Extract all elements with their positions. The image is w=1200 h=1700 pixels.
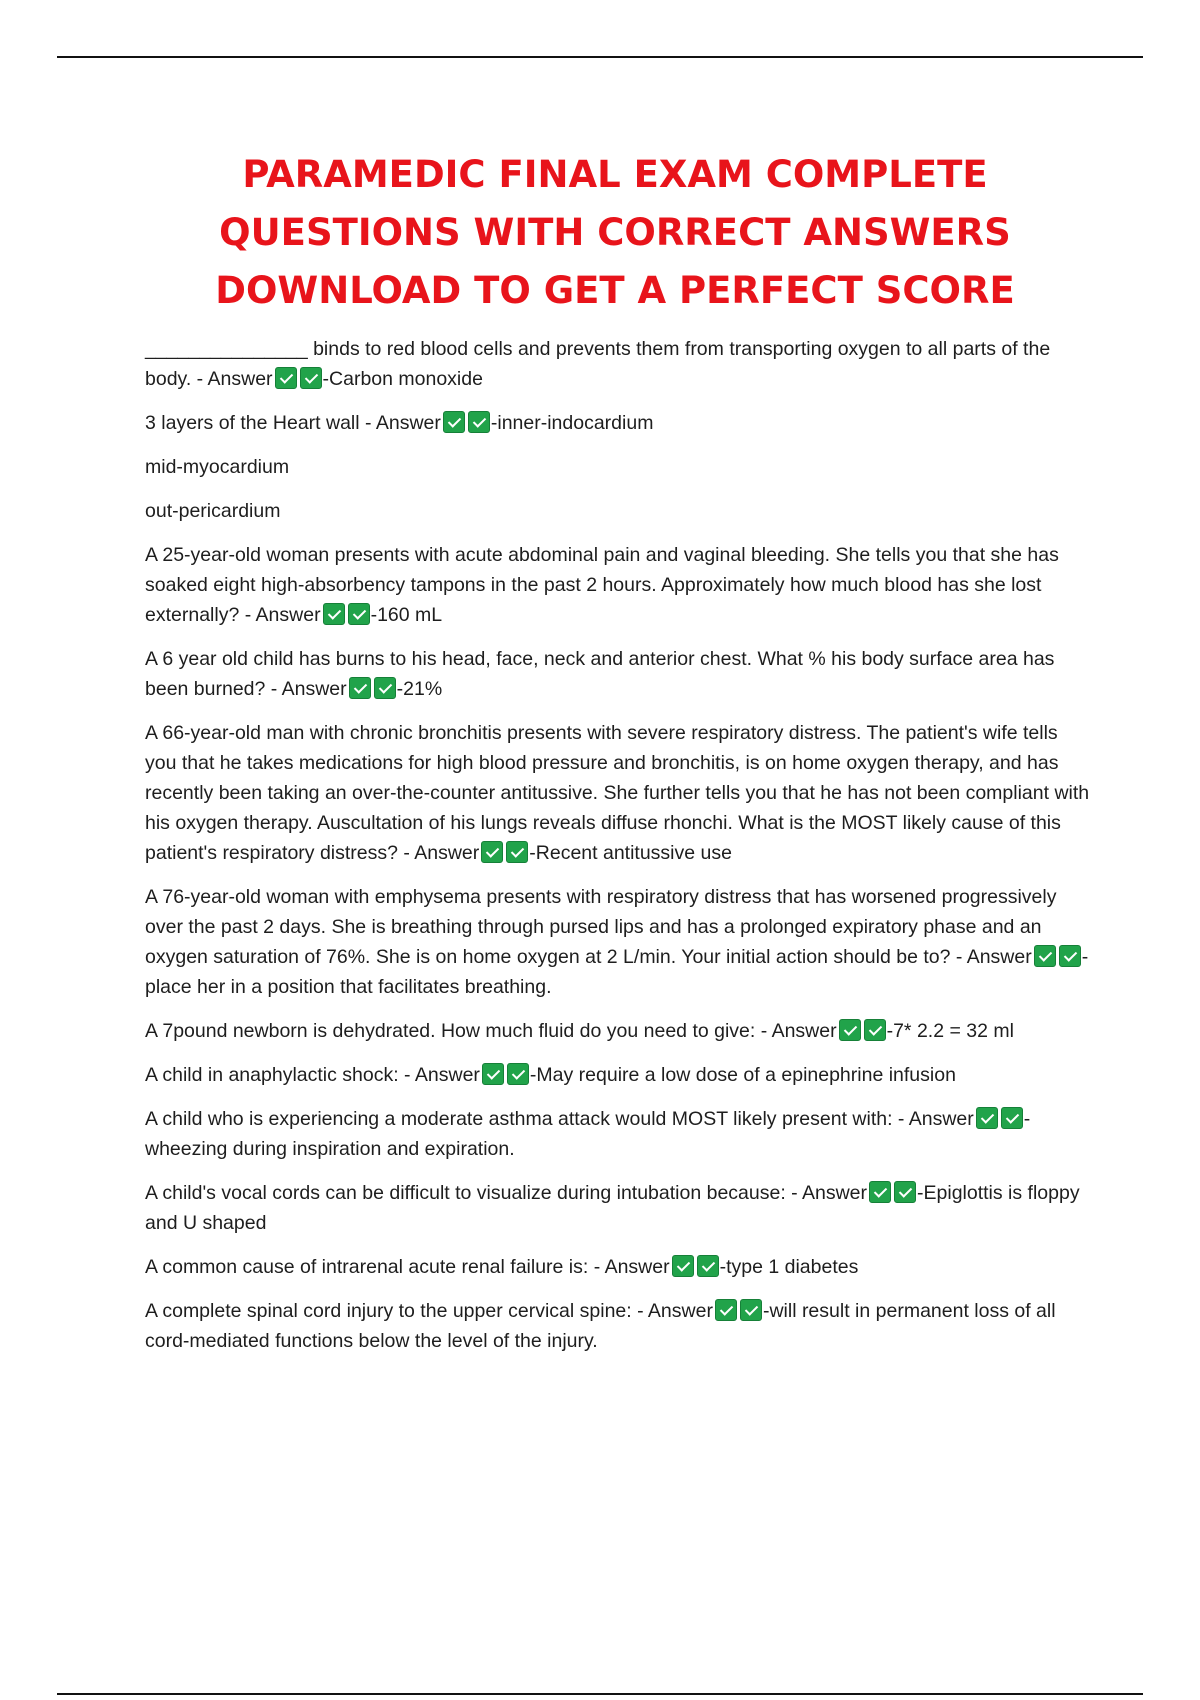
check-mark-icon [482,1063,504,1085]
answer-text: -wheezing during inspiration and expiration. [145,1108,1031,1160]
check-mark-icon [468,411,490,433]
check-mark-icon [348,603,370,625]
qa-list [145,334,1090,1370]
check-mark-icon [323,603,345,625]
page-title: PARAMEDIC FINAL EXAM COMPLETE QUESTIONS WITH CORRECT ANSWERS DOWNLOAD TO GET A PERFECT SCORE [215,153,1015,312]
answer-text: -will result in permanent loss of all cord-mediated functions below the level of the injury. [145,1300,1056,1352]
answer-continuation [145,452,1090,482]
qa-item [145,334,1090,394]
question-text: A common cause of intrarenal acute renal failure is: - Answer [145,1256,670,1278]
answer-text: -type 1 diabetes [719,1256,859,1278]
question-text: A child who is experiencing a moderate asthma attack would MOST likely present with: - Answer [145,1108,974,1130]
check-mark-icon [443,411,465,433]
check-mark-icon [864,1019,886,1041]
bottom-divider [57,1693,1143,1695]
check-mark-icon [506,841,528,863]
check-mark-icon [839,1019,861,1041]
answer-text: -place her in a position that facilitates breathing. [145,946,1089,998]
question-text: _______________ binds to red blood cells and prevents them from transporting oxygen to all parts of the body. - Answer [145,338,1051,390]
check-mark-icon [349,677,371,699]
check-mark-icon [300,367,322,389]
check-mark-icon [697,1255,719,1277]
check-mark-icon [894,1181,916,1203]
check-mark-icon [1034,945,1056,967]
qa-item [145,540,1090,630]
check-mark-icon [976,1107,998,1129]
qa-item [145,1060,1090,1090]
qa-item [145,718,1090,868]
qa-item [145,644,1090,704]
answer-text: out-pericardium [145,500,281,522]
question-text: A 66-year-old man with chronic bronchitis presents with severe respiratory distress. The patient's wife tells you that he takes medications for high blood pressure and bronchitis, is on home oxygen therapy, and has recently been taking an over-the-counter antitussive. She further tells you that he has not been compliant with his oxygen therapy. Auscultation of his lungs reveals diffuse rhonchi. What is the MOST likely cause of this patient's respiratory distress? - Answer [145,722,1090,864]
top-divider [57,56,1143,58]
check-mark-icon [481,841,503,863]
answer-text: -Recent antitussive use [529,842,732,864]
question-text: A child in anaphylactic shock: - Answer [145,1064,480,1086]
qa-item [145,1016,1090,1046]
answer-text: -May require a low dose of a epinephrine infusion [529,1064,956,1086]
check-mark-icon [374,677,396,699]
check-mark-icon [869,1181,891,1203]
answer-text: -inner-indocardium [490,412,654,434]
question-text: A 6 year old child has burns to his head, face, neck and anterior chest. What % his body surface area has been burned? - Answer [145,648,1055,700]
question-text: A 25-year-old woman presents with acute abdominal pain and vaginal bleeding. She tells you that she has soaked eight high-absorbency tampons in the past 2 hours. Approximately how much blood has she lost externally? - Answer [145,544,1059,626]
qa-item [145,1104,1090,1164]
answer-text: -Carbon monoxide [322,368,483,390]
check-mark-icon [715,1299,737,1321]
qa-item [145,1178,1090,1238]
check-mark-icon [740,1299,762,1321]
check-mark-icon [1059,945,1081,967]
answer-text: -7* 2.2 = 32 ml [886,1020,1014,1042]
check-mark-icon [507,1063,529,1085]
check-mark-icon [672,1255,694,1277]
question-text: A child's vocal cords can be difficult to visualize during intubation because: - Answer [145,1182,868,1204]
qa-item [145,1252,1090,1282]
question-text: A complete spinal cord injury to the upper cervical spine: - Answer [145,1300,713,1322]
question-text: 3 layers of the Heart wall - Answer [145,412,441,434]
check-mark-icon [275,367,297,389]
answer-text: mid-myocardium [145,456,290,478]
answer-text: -21% [396,678,443,700]
question-text: A 7pound newborn is dehydrated. How much fluid do you need to give: - Answer [145,1020,837,1042]
answer-text: -Epiglottis is floppy and U shaped [145,1182,1080,1234]
answer-continuation [145,496,1090,526]
question-text: A 76-year-old woman with emphysema presents with respiratory distress that has worsened progressively over the past 2 days. She is breathing through pursed lips and has a prolonged expiratory phase and an oxygen saturation of 76%. She is on home oxygen at 2 L/min. Your initial action should be to? - Answer [145,886,1057,968]
check-mark-icon [1001,1107,1023,1129]
qa-item [145,408,1090,438]
qa-item [145,882,1090,1002]
qa-item [145,1296,1090,1356]
answer-text: -160 mL [370,604,443,626]
